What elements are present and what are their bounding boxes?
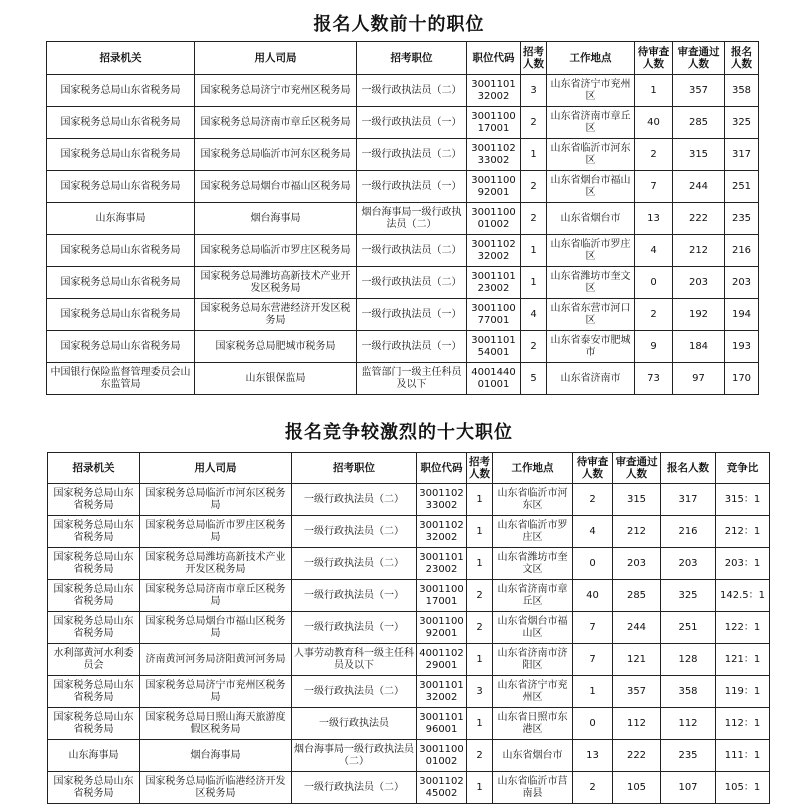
table1-cell: 一级行政执法员（二） xyxy=(357,235,467,267)
table1-cell: 国家税务总局山东省税务局 xyxy=(47,267,195,299)
table1-cell: 国家税务总局山东省税务局 xyxy=(47,299,195,331)
table1-header-row xyxy=(47,42,759,75)
table1-row xyxy=(47,299,759,331)
table1-cell: 212 xyxy=(673,235,725,267)
table1-cell: 13 xyxy=(635,203,673,235)
table2-cell: 300110001002 xyxy=(417,740,467,772)
table2-row xyxy=(48,484,770,516)
table2-header-cell: 工作地点 xyxy=(493,453,573,484)
table1-cell: 4 xyxy=(635,235,673,267)
table1-header-cell: 招考人数 xyxy=(521,42,547,75)
table2-cell: 128 xyxy=(661,644,716,676)
table2-cell: 222 xyxy=(613,740,661,772)
table1-cell: 1 xyxy=(521,267,547,299)
table1-cell: 山东银保监局 xyxy=(195,363,357,395)
table2-cell: 济南黄河河务局济阳黄河河务局 xyxy=(140,644,292,676)
table2-row xyxy=(48,580,770,612)
table1-cell: 国家税务总局山东省税务局 xyxy=(47,139,195,171)
table2-cell: 2 xyxy=(467,740,493,772)
table1-cell: 国家税务总局潍坊高新技术产业开发区税务局 xyxy=(195,267,357,299)
table2-cell: 400110229001 xyxy=(417,644,467,676)
table1-cell: 一级行政执法员（一） xyxy=(357,299,467,331)
table2-cell: 121：1 xyxy=(716,644,770,676)
table1-cell: 3 xyxy=(521,75,547,107)
table1-cell: 国家税务总局山东省税务局 xyxy=(47,171,195,203)
table2-cell: 251 xyxy=(661,612,716,644)
table1-cell: 358 xyxy=(725,75,759,107)
table1-row xyxy=(47,139,759,171)
table2-cell: 1 xyxy=(467,644,493,676)
table1-cell: 山东省济南市章丘区 xyxy=(547,107,635,139)
table1-cell: 山东省泰安市肥城市 xyxy=(547,331,635,363)
table2-cell: 国家税务总局济宁市兖州区税务局 xyxy=(140,676,292,708)
table1-row xyxy=(47,107,759,139)
table2-cell: 300110233002 xyxy=(417,484,467,516)
table2-row xyxy=(48,516,770,548)
table2-header-cell: 审查通过人数 xyxy=(613,453,661,484)
table1-cell: 300110154001 xyxy=(467,331,521,363)
table2-cell: 山东省济南市章丘区 xyxy=(493,580,573,612)
table2-header-cell: 待审查人数 xyxy=(573,453,613,484)
table2-cell: 112 xyxy=(661,708,716,740)
table2-cell: 2 xyxy=(467,612,493,644)
table2-row xyxy=(48,772,770,804)
table1-header-cell: 用人司局 xyxy=(195,42,357,75)
table2-cell: 国家税务总局山东省税务局 xyxy=(48,612,140,644)
table2-cell: 203 xyxy=(613,548,661,580)
table2-cell: 国家税务总局山东省税务局 xyxy=(48,548,140,580)
table1-cell: 300110123002 xyxy=(467,267,521,299)
table2-header-cell: 招录机关 xyxy=(48,453,140,484)
table1-cell: 192 xyxy=(673,299,725,331)
table1-cell: 251 xyxy=(725,171,759,203)
table2-cell: 216 xyxy=(661,516,716,548)
table2-cell: 山东省烟台市福山区 xyxy=(493,612,573,644)
table2-cell: 国家税务总局山东省税务局 xyxy=(48,708,140,740)
table1-row xyxy=(47,267,759,299)
table1-header-cell: 招考职位 xyxy=(357,42,467,75)
table1-cell: 5 xyxy=(521,363,547,395)
table2-cell: 一级行政执法员（二） xyxy=(292,772,417,804)
table1-cell: 山东海事局 xyxy=(47,203,195,235)
table1-cell: 山东省临沂市罗庄区 xyxy=(547,235,635,267)
table1-cell: 1 xyxy=(521,235,547,267)
table2-cell: 212 xyxy=(613,516,661,548)
table1-cell: 203 xyxy=(725,267,759,299)
table2-cell: 1 xyxy=(467,548,493,580)
table2-cell: 203：1 xyxy=(716,548,770,580)
table2-cell: 1 xyxy=(467,772,493,804)
table1-cell: 国家税务总局山东省税务局 xyxy=(47,107,195,139)
table2-cell: 山东省临沂市河东区 xyxy=(493,484,573,516)
table2-cell: 300110196001 xyxy=(417,708,467,740)
table2-cell: 国家税务总局山东省税务局 xyxy=(48,484,140,516)
table1-cell: 244 xyxy=(673,171,725,203)
table1-cell: 山东省济南市 xyxy=(547,363,635,395)
table1-cell: 0 xyxy=(635,267,673,299)
table1-cell: 国家税务总局济宁市兖州区税务局 xyxy=(195,75,357,107)
table2-cell: 山东海事局 xyxy=(48,740,140,772)
table2-cell: 300110232002 xyxy=(417,516,467,548)
table2-row xyxy=(48,548,770,580)
table2-header-cell: 职位代码 xyxy=(417,453,467,484)
table1-cell: 1 xyxy=(521,139,547,171)
table1-cell: 2 xyxy=(521,203,547,235)
table1-cell: 2 xyxy=(635,299,673,331)
table1-row xyxy=(47,363,759,395)
table2-cell: 国家税务总局临沂市河东区税务局 xyxy=(140,484,292,516)
table1-cell: 300110001002 xyxy=(467,203,521,235)
table2-cell: 山东省潍坊市奎文区 xyxy=(493,548,573,580)
table2 xyxy=(47,452,770,804)
table2-cell: 300110245002 xyxy=(417,772,467,804)
table1-cell: 357 xyxy=(673,75,725,107)
table1-cell: 1 xyxy=(635,75,673,107)
table2-header-cell: 竞争比 xyxy=(716,453,770,484)
table1-cell: 9 xyxy=(635,331,673,363)
table1-cell: 300110233002 xyxy=(467,139,521,171)
table2-cell: 国家税务总局烟台市福山区税务局 xyxy=(140,612,292,644)
table1-cell: 2 xyxy=(521,331,547,363)
table1-cell: 一级行政执法员（二） xyxy=(357,139,467,171)
table1-cell: 国家税务总局山东省税务局 xyxy=(47,235,195,267)
table2-cell: 国家税务总局潍坊高新技术产业开发区税务局 xyxy=(140,548,292,580)
table2-cell: 国家税务总局山东省税务局 xyxy=(48,676,140,708)
table1-row xyxy=(47,171,759,203)
table2-cell: 244 xyxy=(613,612,661,644)
table1-cell: 300110132002 xyxy=(467,75,521,107)
table2-cell: 1 xyxy=(467,484,493,516)
table1-cell: 7 xyxy=(635,171,673,203)
table2-cell: 112 xyxy=(613,708,661,740)
table2-cell: 285 xyxy=(613,580,661,612)
table1-row xyxy=(47,75,759,107)
table2-cell: 一级行政执法员（二） xyxy=(292,484,417,516)
table2-cell: 235 xyxy=(661,740,716,772)
table2-cell: 203 xyxy=(661,548,716,580)
table1-header-cell: 报名人数 xyxy=(725,42,759,75)
table2-cell: 300110092001 xyxy=(417,612,467,644)
table2-cell: 317 xyxy=(661,484,716,516)
table1-cell: 一级行政执法员（一） xyxy=(357,331,467,363)
table1-cell: 203 xyxy=(673,267,725,299)
table2-cell: 山东省临沂市罗庄区 xyxy=(493,516,573,548)
table2-cell: 国家税务总局济南市章丘区税务局 xyxy=(140,580,292,612)
table1-cell: 山东省临沂市河东区 xyxy=(547,139,635,171)
table2-cell: 水利部黄河水利委员会 xyxy=(48,644,140,676)
table2-cell: 300110132002 xyxy=(417,676,467,708)
table1-cell: 317 xyxy=(725,139,759,171)
table1-cell: 国家税务总局东营港经济开发区税务局 xyxy=(195,299,357,331)
table1-cell: 193 xyxy=(725,331,759,363)
table1-row xyxy=(47,203,759,235)
table1-cell: 中国银行保险监督管理委员会山东监管局 xyxy=(47,363,195,395)
table2-cell: 4 xyxy=(573,516,613,548)
table1-cell: 烟台海事局一级行政执法员（二） xyxy=(357,203,467,235)
table2-cell: 300110123002 xyxy=(417,548,467,580)
table1-row xyxy=(47,331,759,363)
table2-cell: 山东省烟台市 xyxy=(493,740,573,772)
table2-cell: 1 xyxy=(467,708,493,740)
table1-cell: 一级行政执法员（一） xyxy=(357,171,467,203)
table1-cell: 300110232002 xyxy=(467,235,521,267)
table1-title: 报名人数前十的职位 xyxy=(313,14,485,35)
table2-row xyxy=(48,644,770,676)
table2-cell: 7 xyxy=(573,612,613,644)
table1-cell: 325 xyxy=(725,107,759,139)
table2-body xyxy=(48,484,770,804)
table2-cell: 一级行政执法员（一） xyxy=(292,580,417,612)
table2-cell: 111：1 xyxy=(716,740,770,772)
table2-cell: 13 xyxy=(573,740,613,772)
table2-cell: 一级行政执法员（二） xyxy=(292,516,417,548)
table2-cell: 1 xyxy=(467,516,493,548)
table2-cell: 国家税务总局临沂市罗庄区税务局 xyxy=(140,516,292,548)
table1-cell: 285 xyxy=(673,107,725,139)
table2-row xyxy=(48,740,770,772)
table2-header-cell: 招考职位 xyxy=(292,453,417,484)
table2-cell: 0 xyxy=(573,708,613,740)
table1-cell: 山东省潍坊市奎文区 xyxy=(547,267,635,299)
table2-cell: 2 xyxy=(467,580,493,612)
table2-cell: 一级行政执法员（二） xyxy=(292,676,417,708)
table1-cell: 国家税务总局山东省税务局 xyxy=(47,331,195,363)
table2-cell: 3 xyxy=(467,676,493,708)
table1-header xyxy=(47,42,759,75)
table2-cell: 人事劳动教育科一级主任科员及以下 xyxy=(292,644,417,676)
table2-row xyxy=(48,612,770,644)
table2-cell: 国家税务总局山东省税务局 xyxy=(48,580,140,612)
table1-cell: 235 xyxy=(725,203,759,235)
table2-cell: 105：1 xyxy=(716,772,770,804)
table2-header xyxy=(48,453,770,484)
table1-cell: 194 xyxy=(725,299,759,331)
table2-cell: 0 xyxy=(573,548,613,580)
table2-cell: 山东省济南市济阳区 xyxy=(493,644,573,676)
table2-cell: 国家税务总局日照山海天旅游度假区税务局 xyxy=(140,708,292,740)
table2-cell: 2 xyxy=(573,772,613,804)
table2-cell: 山东省日照市东港区 xyxy=(493,708,573,740)
table1-cell: 300110077001 xyxy=(467,299,521,331)
table1-cell: 山东省烟台市福山区 xyxy=(547,171,635,203)
table2-cell: 国家税务总局山东省税务局 xyxy=(48,516,140,548)
table2-cell: 山东省济宁市兖州区 xyxy=(493,676,573,708)
table1-cell: 一级行政执法员（一） xyxy=(357,107,467,139)
table1-cell: 40 xyxy=(635,107,673,139)
table2-cell: 山东省临沂市莒南县 xyxy=(493,772,573,804)
table1-cell: 一级行政执法员（二） xyxy=(357,267,467,299)
table1-cell: 216 xyxy=(725,235,759,267)
table1-row xyxy=(47,235,759,267)
table2-row xyxy=(48,676,770,708)
table1-cell: 监管部门一级主任科员及以下 xyxy=(357,363,467,395)
table2-cell: 357 xyxy=(613,676,661,708)
table2-header-row xyxy=(48,453,770,484)
table1-cell: 315 xyxy=(673,139,725,171)
table1-cell: 222 xyxy=(673,203,725,235)
table2-cell: 一级行政执法员（一） xyxy=(292,612,417,644)
table2-cell: 烟台海事局一级行政执法员（二） xyxy=(292,740,417,772)
table2-header-cell: 用人司局 xyxy=(140,453,292,484)
table2-cell: 325 xyxy=(661,580,716,612)
table2-title: 报名竞争较激烈的十大职位 xyxy=(285,422,513,443)
table1-header-cell: 待审查人数 xyxy=(635,42,673,75)
table2-cell: 119：1 xyxy=(716,676,770,708)
table2-cell: 121 xyxy=(613,644,661,676)
table1-header-cell: 招录机关 xyxy=(47,42,195,75)
table1-header-cell: 工作地点 xyxy=(547,42,635,75)
table1-cell: 国家税务总局烟台市福山区税务局 xyxy=(195,171,357,203)
table2-cell: 40 xyxy=(573,580,613,612)
table2-cell: 315 xyxy=(613,484,661,516)
table2-cell: 一级行政执法员 xyxy=(292,708,417,740)
table1-cell: 73 xyxy=(635,363,673,395)
table1-body xyxy=(47,75,759,395)
table2-cell: 烟台海事局 xyxy=(140,740,292,772)
table1-cell: 2 xyxy=(521,171,547,203)
table2-cell: 122：1 xyxy=(716,612,770,644)
table1-cell: 184 xyxy=(673,331,725,363)
table1-cell: 山东省东营市河口区 xyxy=(547,299,635,331)
table1-header-cell: 职位代码 xyxy=(467,42,521,75)
table2-cell: 国家税务总局临沂临港经济开发区税务局 xyxy=(140,772,292,804)
table1-cell: 300110092001 xyxy=(467,171,521,203)
table2-cell: 2 xyxy=(573,484,613,516)
table1-cell: 山东省济宁市兖州区 xyxy=(547,75,635,107)
table2-cell: 142.5：1 xyxy=(716,580,770,612)
table1 xyxy=(46,41,759,395)
table1-cell: 170 xyxy=(725,363,759,395)
table2-cell: 105 xyxy=(613,772,661,804)
table1-cell: 一级行政执法员（二） xyxy=(357,75,467,107)
table1-cell: 300110017001 xyxy=(467,107,521,139)
table2-cell: 国家税务总局山东省税务局 xyxy=(48,772,140,804)
table2-cell: 212：1 xyxy=(716,516,770,548)
table2-cell: 315：1 xyxy=(716,484,770,516)
table1-cell: 烟台海事局 xyxy=(195,203,357,235)
table2-cell: 112：1 xyxy=(716,708,770,740)
table1-cell: 400144001001 xyxy=(467,363,521,395)
table1-cell: 国家税务总局山东省税务局 xyxy=(47,75,195,107)
table1-cell: 2 xyxy=(635,139,673,171)
table1-cell: 国家税务总局临沂市罗庄区税务局 xyxy=(195,235,357,267)
table1-cell: 4 xyxy=(521,299,547,331)
table1-cell: 山东省烟台市 xyxy=(547,203,635,235)
table1-cell: 国家税务总局济南市章丘区税务局 xyxy=(195,107,357,139)
table1-cell: 2 xyxy=(521,107,547,139)
table2-cell: 一级行政执法员（二） xyxy=(292,548,417,580)
table1-cell: 国家税务总局临沂市河东区税务局 xyxy=(195,139,357,171)
table1-header-cell: 审查通过人数 xyxy=(673,42,725,75)
table2-header-cell: 报名人数 xyxy=(661,453,716,484)
table2-header-cell: 招考人数 xyxy=(467,453,493,484)
table2-cell: 1 xyxy=(573,676,613,708)
table2-row xyxy=(48,708,770,740)
table1-cell: 97 xyxy=(673,363,725,395)
table1-cell: 国家税务总局肥城市税务局 xyxy=(195,331,357,363)
table2-cell: 7 xyxy=(573,644,613,676)
table2-cell: 300110017001 xyxy=(417,580,467,612)
table2-cell: 358 xyxy=(661,676,716,708)
table2-cell: 107 xyxy=(661,772,716,804)
